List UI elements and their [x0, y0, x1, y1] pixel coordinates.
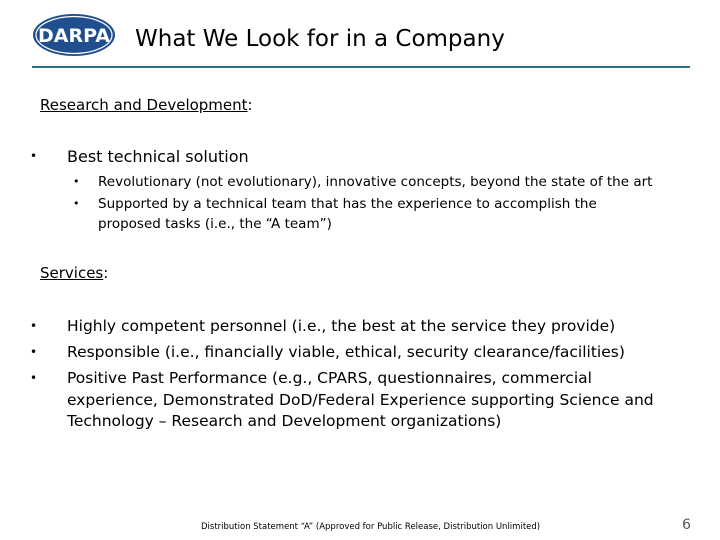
bullet-dot: • — [73, 197, 80, 210]
list-item-text-cont: Technology – Research and Development organizations) — [67, 412, 502, 430]
bullet-dot: • — [30, 319, 38, 333]
list-item-text: Positive Past Performance (e.g., CPARS, questionnaires, commercial — [67, 369, 592, 387]
section-heading-services — [40, 264, 108, 283]
bullet-dot: • — [30, 371, 38, 385]
section-heading-rd-label: Research and Development — [40, 96, 248, 114]
section-heading-services-colon: : — [103, 264, 109, 282]
sub-list-item-text: Supported by a technical team that has the experience to accomplish the — [98, 196, 597, 212]
list-item-text-cont: experience, Demonstrated DoD/Federal Experience supporting Science and — [67, 391, 654, 409]
section-heading-rd-colon: : — [247, 96, 253, 114]
list-item-text: Best technical solution — [67, 147, 249, 166]
distribution-statement: Distribution Statement “A” (Approved for Public Release, Distribution Unlimited) — [201, 522, 541, 532]
bullet-dot: • — [30, 345, 38, 359]
section-heading-rd — [40, 96, 253, 115]
darpa-logo — [32, 13, 116, 57]
logo-text: DARPA — [38, 25, 110, 47]
header-divider — [32, 66, 690, 68]
list-item-text: Responsible (i.e., financially viable, ethical, security clearance/facilities) — [67, 343, 625, 361]
page-number: 6 — [682, 517, 691, 533]
page-title: What We Look for in a Company — [135, 26, 505, 52]
sub-list-item-text: Revolutionary (not evolutionary), innovative concepts, beyond the state of the art — [98, 174, 653, 190]
section-heading-services-label: Services — [40, 264, 104, 282]
bullet-dot: • — [30, 149, 38, 163]
list-item-text: Highly competent personnel (i.e., the best at the service they provide) — [67, 317, 616, 335]
sub-list-item-text-cont: proposed tasks (i.e., the “A team”) — [98, 216, 332, 232]
bullet-dot: • — [73, 175, 80, 188]
